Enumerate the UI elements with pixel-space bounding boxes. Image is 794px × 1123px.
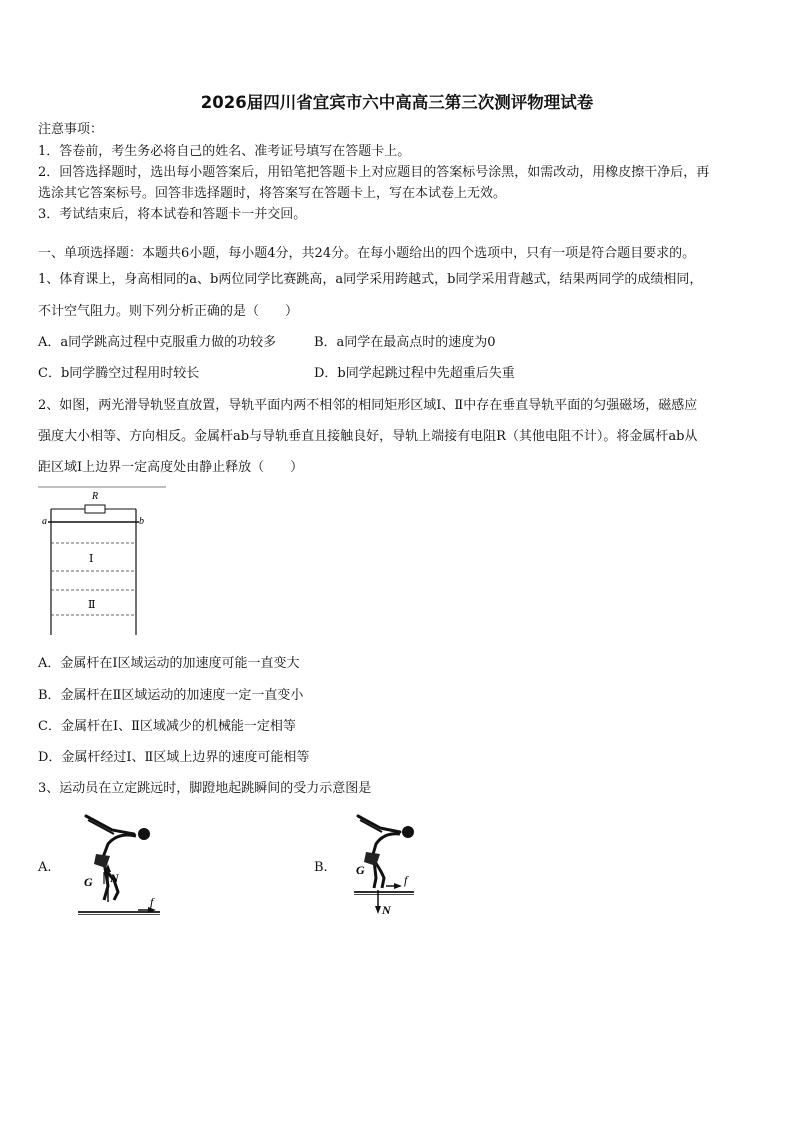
rod-end-a: a bbox=[42, 516, 47, 527]
q2-option-b: B．金属杆在Ⅱ区域运动的加速度一定一直变小 bbox=[38, 688, 304, 703]
q1-stem: 不计空气阻力。则下列分析正确的是（ ） bbox=[38, 304, 299, 319]
force-f-label: f bbox=[404, 873, 408, 887]
q2-option-a: A．金属杆在Ⅰ区域运动的加速度可能一直变大 bbox=[38, 656, 300, 671]
force-g-label: G bbox=[84, 875, 93, 889]
q3-stem: 3、运动员在立定跳远时，脚蹬地起跳瞬间的受力示意图是 bbox=[38, 781, 372, 796]
q1-stem: 1、体育课上，身高相同的a、b两位同学比赛跳高，a同学采用跨越式，b同学采用背越式，结果两同学的成绩相同， bbox=[38, 272, 703, 287]
q3-option-b-label: B. bbox=[314, 860, 328, 875]
notice-heading: 注意事项： bbox=[38, 122, 104, 137]
q2-stem: 强度大小相等、方向相反。金属杆ab与导轨垂直且接触良好，导轨上端接有电阻R（其他电阻不计）。将金属杆ab从 bbox=[38, 429, 698, 444]
notice-item: 3．考试结束后，将本试卷和答题卡一并交回。 bbox=[38, 207, 307, 222]
region-2-label: Ⅱ bbox=[88, 599, 96, 611]
jumper-force-diagram-b bbox=[350, 810, 430, 920]
force-f-label: f bbox=[150, 895, 154, 909]
q2-stem: 2、如图，两光滑导轨竖直放置，导轨平面内两不相邻的相同矩形区域Ⅰ、Ⅱ中存在垂直导轨平面的匀强磁场，磁感应 bbox=[38, 398, 698, 413]
notice-item: 1．答卷前，考生务必将自己的姓名、准考证号填写在答题卡上。 bbox=[38, 144, 411, 159]
section-heading: 一、单项选择题：本题共6小题，每小题4分，共24分。在每小题给出的四个选项中，只有一项是符合题目要求的。 bbox=[38, 246, 696, 261]
page-title: 2026届四川省宜宾市六中高高三第三次测评物理试卷 bbox=[200, 93, 594, 112]
q3-option-a-label: A. bbox=[38, 860, 52, 875]
notice-item: 选涂其它答案标号。回答非选择题时，将答案写在答题卡上，写在本试卷上无效。 bbox=[38, 186, 507, 201]
q1-option-b: B．a同学在最高点时的速度为0 bbox=[314, 335, 496, 350]
q2-option-d: D．金属杆经过Ⅰ、Ⅱ区域上边界的速度可能相等 bbox=[38, 750, 310, 765]
q1-option-a: A．a同学跳高过程中克服重力做的功较多 bbox=[38, 335, 277, 350]
resistor bbox=[85, 505, 105, 513]
notice-item: 2．回答选择题时，选出每小题答案后，用铅笔把答题卡上对应题目的答案标号涂黑，如需改动，用橡皮擦干净后，再 bbox=[38, 165, 710, 180]
region-1-label: Ⅰ bbox=[89, 553, 94, 565]
force-g-label: G bbox=[356, 863, 365, 877]
force-n-label: N bbox=[382, 903, 391, 917]
rod-end-b: b bbox=[139, 516, 144, 527]
q1-option-c: C．b同学腾空过程用时较长 bbox=[38, 366, 200, 381]
q2-stem: 距区域Ⅰ上边界一定高度处由静止释放（ ） bbox=[38, 460, 304, 475]
rails-figure bbox=[38, 485, 168, 640]
q2-option-c: C．金属杆在Ⅰ、Ⅱ区域减少的机械能一定相等 bbox=[38, 719, 296, 734]
jumper-force-diagram-a bbox=[78, 810, 168, 920]
resistor-label: R bbox=[92, 491, 99, 502]
force-n-label: N bbox=[110, 871, 119, 885]
q1-option-d: D．b同学起跳过程中先超重后失重 bbox=[314, 366, 515, 381]
